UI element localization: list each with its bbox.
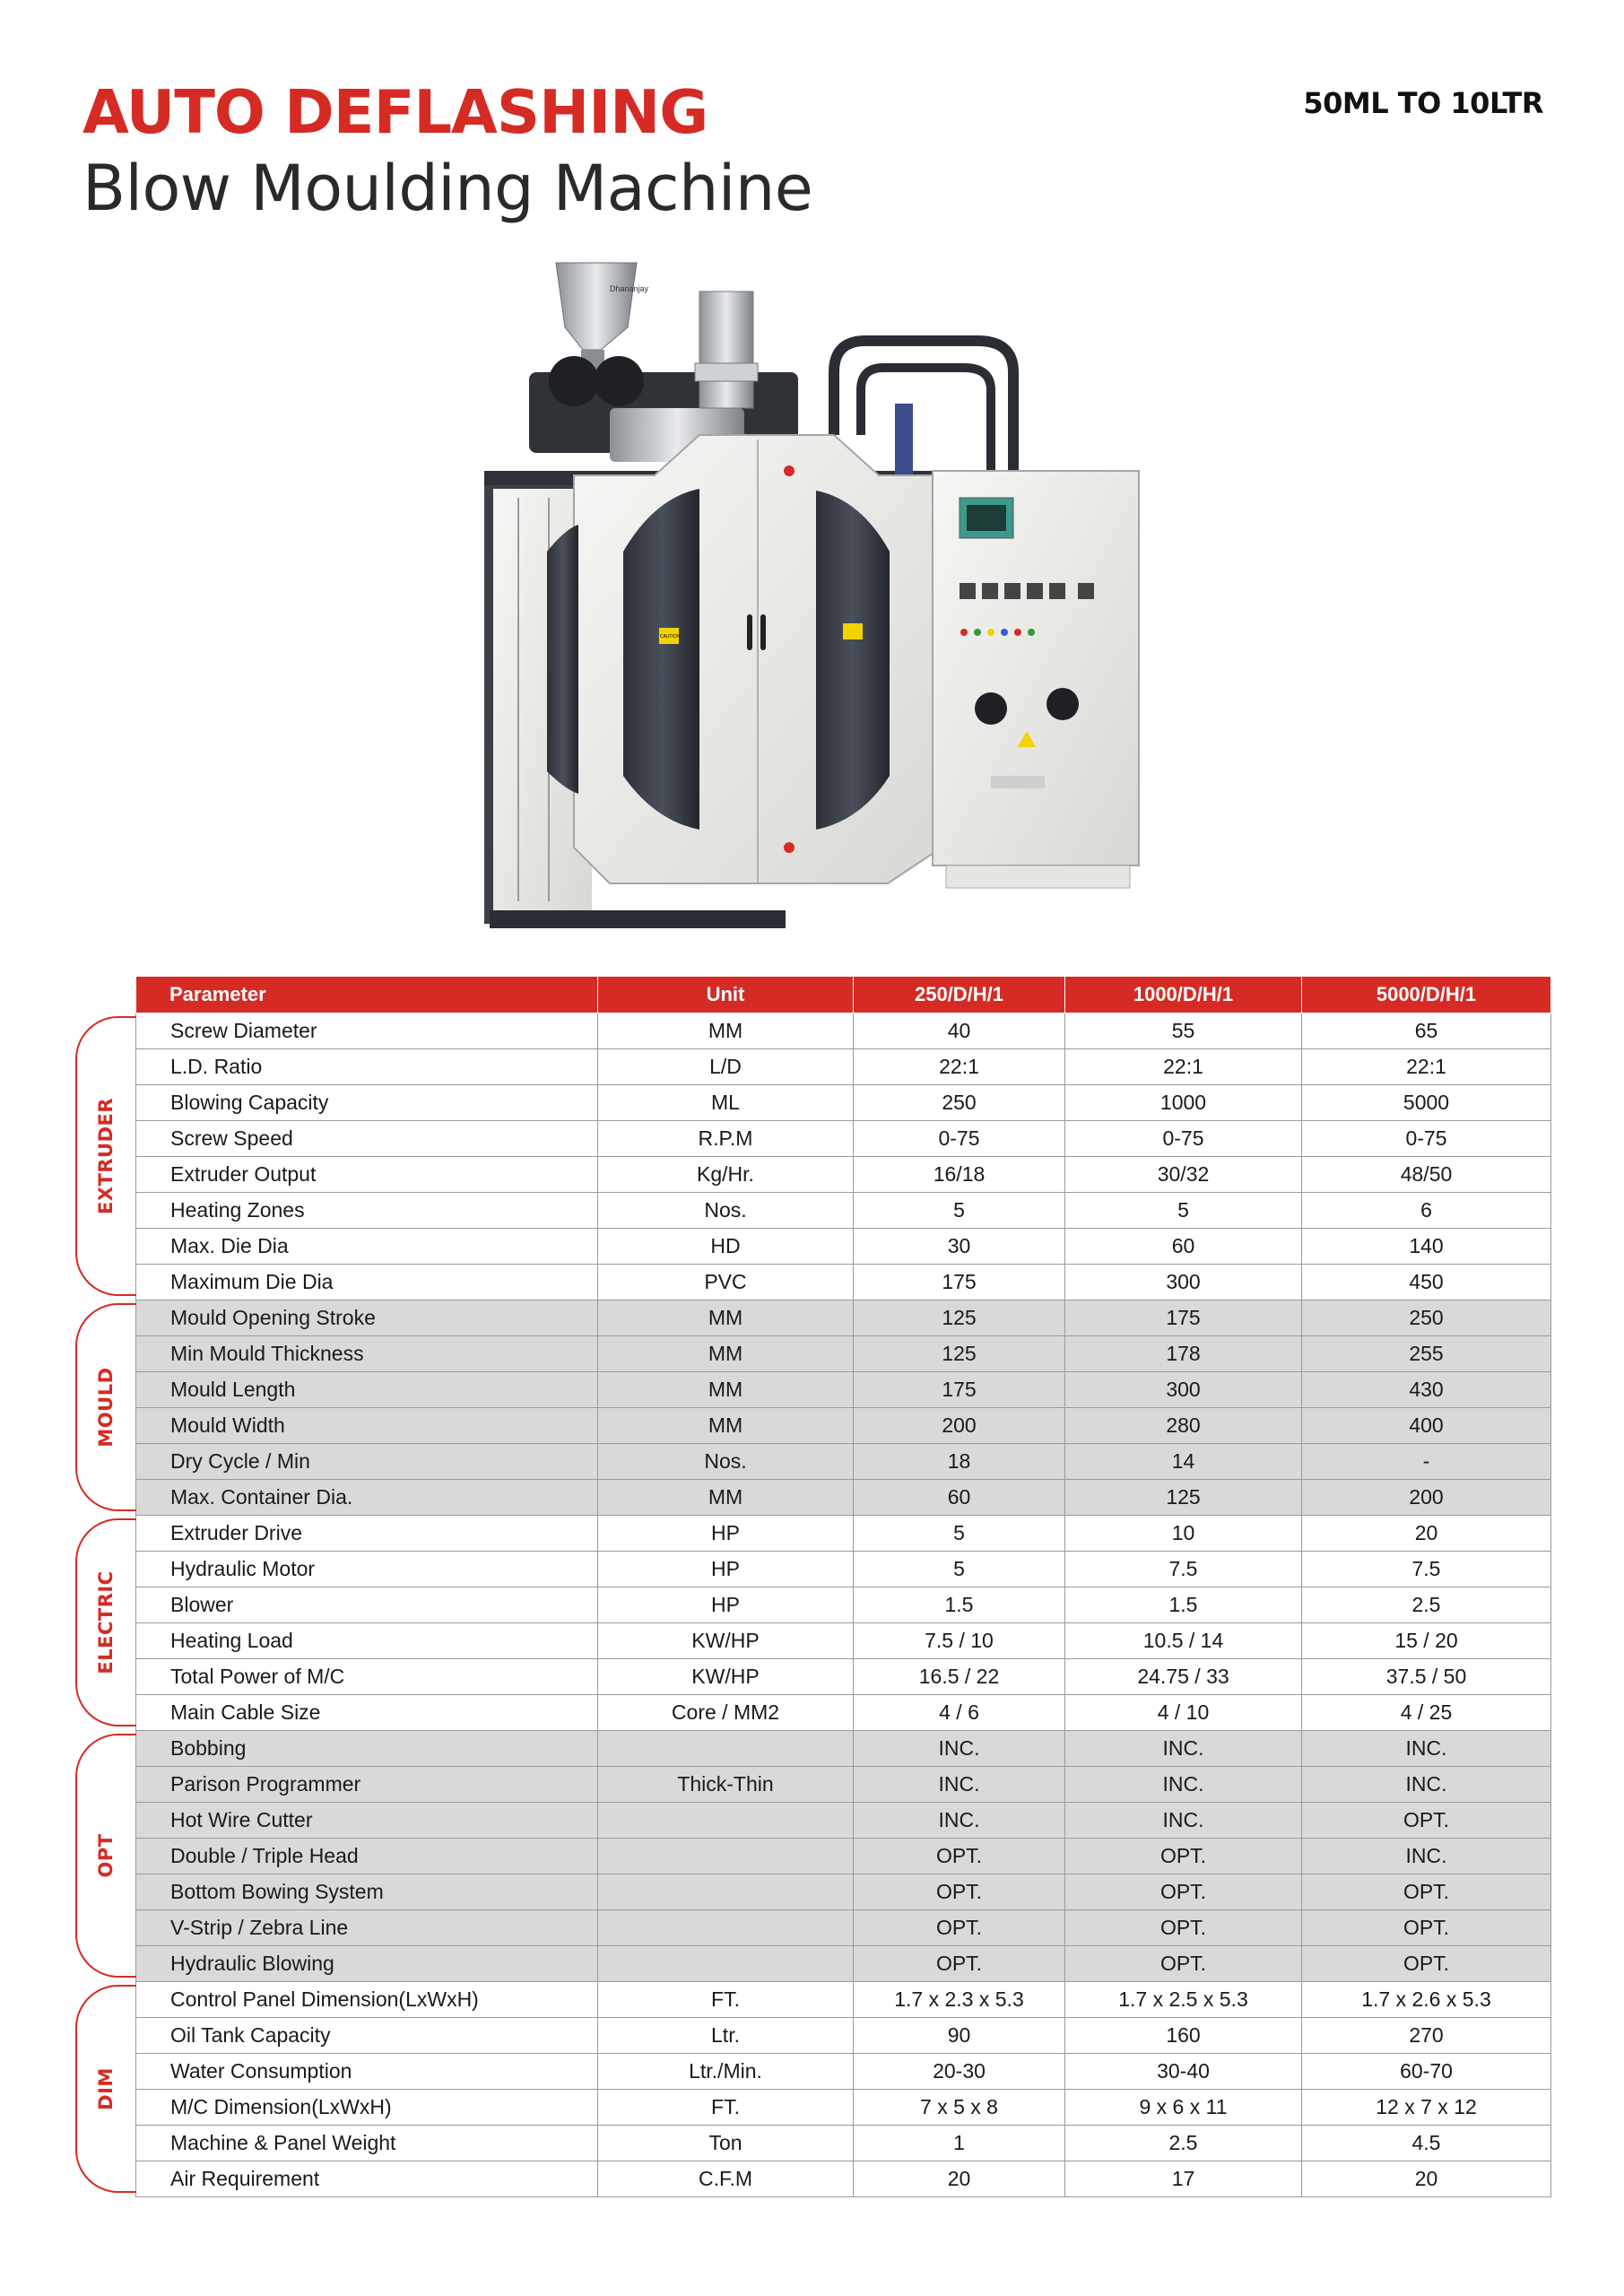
table-row [136, 1193, 1551, 1229]
table-row [136, 1049, 1551, 1085]
cell-model-5000: 4 / 25 [1302, 1695, 1551, 1731]
cell-unit: L/D [598, 1049, 854, 1085]
table-header-row [136, 977, 1551, 1013]
cell-model-250: INC. [854, 1803, 1065, 1839]
cell-model-1000: OPT. [1065, 1910, 1302, 1946]
header-unit: Unit [598, 977, 854, 1013]
table-row [136, 2126, 1551, 2161]
table-row [136, 1265, 1551, 1300]
cell-unit: MM [598, 1480, 854, 1516]
cell-model-5000: 4.5 [1302, 2126, 1551, 2161]
cell-model-1000: OPT. [1065, 1946, 1302, 1982]
cell-model-5000: 2.5 [1302, 1587, 1551, 1623]
cell-model-250: 22:1 [854, 1049, 1065, 1085]
cell-model-5000: INC. [1302, 1767, 1551, 1803]
cell-model-5000: OPT. [1302, 1910, 1551, 1946]
table-row [136, 2161, 1551, 2197]
cell-unit [598, 1803, 854, 1839]
cell-model-250: OPT. [854, 1946, 1065, 1982]
cell-parameter: Bobbing [136, 1731, 598, 1767]
cell-model-1000: 30-40 [1065, 2054, 1302, 2090]
group-label: EXTRUDER [95, 1097, 117, 1215]
table-row [136, 1480, 1551, 1516]
cell-parameter: Extruder Output [136, 1157, 598, 1193]
cell-unit: MM [598, 1336, 854, 1372]
cell-model-250: INC. [854, 1731, 1065, 1767]
cell-model-1000: 5 [1065, 1193, 1302, 1229]
cell-model-1000: 300 [1065, 1265, 1302, 1300]
cell-unit: MM [598, 1408, 854, 1444]
table-row [136, 2054, 1551, 2090]
cell-model-5000: 6 [1302, 1193, 1551, 1229]
cell-parameter: Maximum Die Dia [136, 1265, 598, 1300]
cell-model-5000: 255 [1302, 1336, 1551, 1372]
cell-model-250: 1.5 [854, 1587, 1065, 1623]
cell-parameter: Hydraulic Blowing [136, 1946, 598, 1982]
cell-parameter: Max. Die Dia [136, 1229, 598, 1265]
table-row [136, 1731, 1551, 1767]
cell-unit: KW/HP [598, 1623, 854, 1659]
cell-model-5000: 20 [1302, 2161, 1551, 2197]
cell-parameter: Blower [136, 1587, 598, 1623]
table-row [136, 1444, 1551, 1480]
page-title: AUTO DEFLASHING [83, 77, 708, 147]
cell-model-1000: 175 [1065, 1300, 1302, 1336]
table-row [136, 1803, 1551, 1839]
table-row [136, 1121, 1551, 1157]
cell-model-250: INC. [854, 1767, 1065, 1803]
cell-model-5000: 5000 [1302, 1085, 1551, 1121]
cell-unit: Ltr. [598, 2018, 854, 2054]
cell-parameter: Mould Opening Stroke [136, 1300, 598, 1336]
cell-model-250: 5 [854, 1516, 1065, 1552]
cell-parameter: Heating Load [136, 1623, 598, 1659]
cell-model-1000: 22:1 [1065, 1049, 1302, 1085]
cell-model-250: 5 [854, 1193, 1065, 1229]
cell-model-1000: 160 [1065, 2018, 1302, 2054]
cell-model-250: OPT. [854, 1910, 1065, 1946]
table-row [136, 1085, 1551, 1121]
table-row [136, 1372, 1551, 1408]
cell-model-250: 30 [854, 1229, 1065, 1265]
group-mould [75, 1303, 136, 1511]
cell-model-5000: 1.7 x 2.6 x 5.3 [1302, 1982, 1551, 2018]
cell-model-250: 5 [854, 1552, 1065, 1587]
cell-model-250: 18 [854, 1444, 1065, 1480]
cell-model-1000: INC. [1065, 1803, 1302, 1839]
cell-parameter: M/C Dimension(LxWxH) [136, 2090, 598, 2126]
cell-model-1000: 300 [1065, 1372, 1302, 1408]
header-parameter: Parameter [136, 977, 598, 1013]
cell-parameter: Oil Tank Capacity [136, 2018, 598, 2054]
cell-parameter: Air Requirement [136, 2161, 598, 2197]
cell-unit [598, 1946, 854, 1982]
cell-parameter: V-Strip / Zebra Line [136, 1910, 598, 1946]
cell-model-1000: 280 [1065, 1408, 1302, 1444]
cell-unit: C.F.M [598, 2161, 854, 2197]
cell-model-1000: 0-75 [1065, 1121, 1302, 1157]
cell-model-1000: 24.75 / 33 [1065, 1659, 1302, 1695]
table-row [136, 1408, 1551, 1444]
capacity-range: 50ML TO 10LTR [1303, 86, 1543, 120]
table-row [136, 1767, 1551, 1803]
cell-unit: FT. [598, 2090, 854, 2126]
group-electric [75, 1518, 136, 1726]
cell-model-250: 20 [854, 2161, 1065, 2197]
cell-model-5000: 270 [1302, 2018, 1551, 2054]
cell-unit: HP [598, 1516, 854, 1552]
cell-model-250: 125 [854, 1300, 1065, 1336]
cell-parameter: Extruder Drive [136, 1516, 598, 1552]
header-model-5000: 5000/D/H/1 [1302, 977, 1551, 1013]
cell-model-1000: INC. [1065, 1767, 1302, 1803]
cell-model-5000: 450 [1302, 1265, 1551, 1300]
cell-parameter: Machine & Panel Weight [136, 2126, 598, 2161]
cell-model-5000: 7.5 [1302, 1552, 1551, 1587]
cell-parameter: Dry Cycle / Min [136, 1444, 598, 1480]
cell-unit: HP [598, 1552, 854, 1587]
cell-model-1000: OPT. [1065, 1874, 1302, 1910]
header-model-250: 250/D/H/1 [854, 977, 1065, 1013]
cell-model-250: 1 [854, 2126, 1065, 2161]
cell-model-5000: 22:1 [1302, 1049, 1551, 1085]
cell-parameter: Mould Width [136, 1408, 598, 1444]
cell-model-250: 20-30 [854, 2054, 1065, 2090]
table-row [136, 1623, 1551, 1659]
cell-model-250: 60 [854, 1480, 1065, 1516]
cell-model-5000: INC. [1302, 1731, 1551, 1767]
cell-model-1000: 60 [1065, 1229, 1302, 1265]
cell-parameter: Bottom Bowing System [136, 1874, 598, 1910]
cell-unit: ML [598, 1085, 854, 1121]
spec-table-body [136, 1013, 1551, 2197]
group-label: OPT [95, 1833, 117, 1878]
cell-parameter: Blowing Capacity [136, 1085, 598, 1121]
cell-unit [598, 1839, 854, 1874]
cell-parameter: Screw Diameter [136, 1013, 598, 1049]
cell-model-1000: 7.5 [1065, 1552, 1302, 1587]
cell-model-5000: 37.5 / 50 [1302, 1659, 1551, 1695]
cell-parameter: Heating Zones [136, 1193, 598, 1229]
cell-model-250: 90 [854, 2018, 1065, 2054]
cell-model-5000: 400 [1302, 1408, 1551, 1444]
cell-model-1000: 4 / 10 [1065, 1695, 1302, 1731]
cell-model-1000: 10 [1065, 1516, 1302, 1552]
cell-unit: Nos. [598, 1193, 854, 1229]
cell-unit: HD [598, 1229, 854, 1265]
cell-model-250: OPT. [854, 1874, 1065, 1910]
cell-model-1000: 178 [1065, 1336, 1302, 1372]
cell-unit: Thick-Thin [598, 1767, 854, 1803]
cell-model-1000: 55 [1065, 1013, 1302, 1049]
cell-model-1000: 2.5 [1065, 2126, 1302, 2161]
cell-parameter: Control Panel Dimension(LxWxH) [136, 1982, 598, 2018]
cell-parameter: Mould Length [136, 1372, 598, 1408]
cell-model-1000: 9 x 6 x 11 [1065, 2090, 1302, 2126]
cell-model-250: 40 [854, 1013, 1065, 1049]
cell-model-250: 0-75 [854, 1121, 1065, 1157]
cell-model-5000: OPT. [1302, 1946, 1551, 1982]
cell-unit [598, 1874, 854, 1910]
cell-parameter: Hot Wire Cutter [136, 1803, 598, 1839]
group-label: ELECTRIC [95, 1570, 117, 1674]
group-label: DIM [95, 2067, 117, 2110]
table-row [136, 1013, 1551, 1049]
cell-model-1000: 1.5 [1065, 1587, 1302, 1623]
table-row [136, 1300, 1551, 1336]
spec-table [135, 976, 1551, 2197]
cell-unit: Ltr./Min. [598, 2054, 854, 2090]
table-row [136, 1695, 1551, 1731]
cell-model-250: 16/18 [854, 1157, 1065, 1193]
caution-label: CAUTION [660, 634, 681, 639]
cell-unit: Ton [598, 2126, 854, 2161]
cell-model-5000: OPT. [1302, 1874, 1551, 1910]
cell-model-5000: 60-70 [1302, 2054, 1551, 2090]
cell-parameter: Total Power of M/C [136, 1659, 598, 1695]
cell-unit: R.P.M [598, 1121, 854, 1157]
cell-model-5000: 430 [1302, 1372, 1551, 1408]
group-label: MOULD [95, 1367, 117, 1448]
table-row [136, 1839, 1551, 1874]
table-row [136, 2090, 1551, 2126]
table-row [136, 2018, 1551, 2054]
cell-unit [598, 1731, 854, 1767]
table-row [136, 1587, 1551, 1623]
cell-unit: Kg/Hr. [598, 1157, 854, 1193]
cell-model-1000: 17 [1065, 2161, 1302, 2197]
cell-model-1000: 125 [1065, 1480, 1302, 1516]
cell-parameter: Hydraulic Motor [136, 1552, 598, 1587]
table-row [136, 1552, 1551, 1587]
cell-model-250: 7.5 / 10 [854, 1623, 1065, 1659]
cell-model-5000: 250 [1302, 1300, 1551, 1336]
cell-model-250: 175 [854, 1265, 1065, 1300]
cell-model-250: 1.7 x 2.3 x 5.3 [854, 1982, 1065, 2018]
cell-parameter: Min Mould Thickness [136, 1336, 598, 1372]
cell-model-5000: - [1302, 1444, 1551, 1480]
cell-model-5000: 140 [1302, 1229, 1551, 1265]
table-row [136, 1659, 1551, 1695]
cell-unit: HP [598, 1587, 854, 1623]
cell-model-1000: 10.5 / 14 [1065, 1623, 1302, 1659]
cell-model-250: 175 [854, 1372, 1065, 1408]
cell-model-1000: 1.7 x 2.5 x 5.3 [1065, 1982, 1302, 2018]
table-row [136, 1982, 1551, 2018]
table-row [136, 1157, 1551, 1193]
cell-model-5000: 200 [1302, 1480, 1551, 1516]
table-row [136, 1910, 1551, 1946]
cell-unit: MM [598, 1300, 854, 1336]
cell-model-5000: 12 x 7 x 12 [1302, 2090, 1551, 2126]
cell-model-250: 125 [854, 1336, 1065, 1372]
cell-unit: FT. [598, 1982, 854, 2018]
cell-parameter: L.D. Ratio [136, 1049, 598, 1085]
cell-model-1000: 30/32 [1065, 1157, 1302, 1193]
cell-unit: PVC [598, 1265, 854, 1300]
table-row [136, 1874, 1551, 1910]
cell-unit: Nos. [598, 1444, 854, 1480]
cell-model-5000: OPT. [1302, 1803, 1551, 1839]
cell-model-1000: INC. [1065, 1731, 1302, 1767]
page-subtitle: Blow Moulding Machine [83, 152, 813, 225]
cell-model-1000: 1000 [1065, 1085, 1302, 1121]
cell-model-250: 250 [854, 1085, 1065, 1121]
group-dim [75, 1985, 136, 2193]
brand-label: Dhananjay [610, 284, 649, 293]
cell-parameter: Parison Programmer [136, 1767, 598, 1803]
cell-model-250: 16.5 / 22 [854, 1659, 1065, 1695]
table-row [136, 1516, 1551, 1552]
group-opt [75, 1734, 136, 1978]
cell-parameter: Water Consumption [136, 2054, 598, 2090]
cell-model-250: 4 / 6 [854, 1695, 1065, 1731]
cell-model-5000: 65 [1302, 1013, 1551, 1049]
cell-unit [598, 1910, 854, 1946]
cell-unit: MM [598, 1372, 854, 1408]
cell-model-250: 200 [854, 1408, 1065, 1444]
cell-model-1000: 14 [1065, 1444, 1302, 1480]
cell-unit: MM [598, 1013, 854, 1049]
cell-model-5000: 20 [1302, 1516, 1551, 1552]
table-row [136, 1946, 1551, 1982]
cell-model-250: 7 x 5 x 8 [854, 2090, 1065, 2126]
cell-unit: KW/HP [598, 1659, 854, 1695]
group-extruder [75, 1016, 136, 1296]
header-model-1000: 1000/D/H/1 [1065, 977, 1302, 1013]
cell-parameter: Double / Triple Head [136, 1839, 598, 1874]
cell-parameter: Max. Container Dia. [136, 1480, 598, 1516]
cell-model-5000: 15 / 20 [1302, 1623, 1551, 1659]
cell-model-5000: INC. [1302, 1839, 1551, 1874]
table-row [136, 1336, 1551, 1372]
cell-model-250: OPT. [854, 1839, 1065, 1874]
table-row [136, 1229, 1551, 1265]
cell-parameter: Main Cable Size [136, 1695, 598, 1731]
cell-unit: Core / MM2 [598, 1695, 854, 1731]
machine-photo [475, 256, 1157, 964]
cell-model-5000: 48/50 [1302, 1157, 1551, 1193]
cell-model-5000: 0-75 [1302, 1121, 1551, 1157]
cell-parameter: Screw Speed [136, 1121, 598, 1157]
cell-model-1000: OPT. [1065, 1839, 1302, 1874]
